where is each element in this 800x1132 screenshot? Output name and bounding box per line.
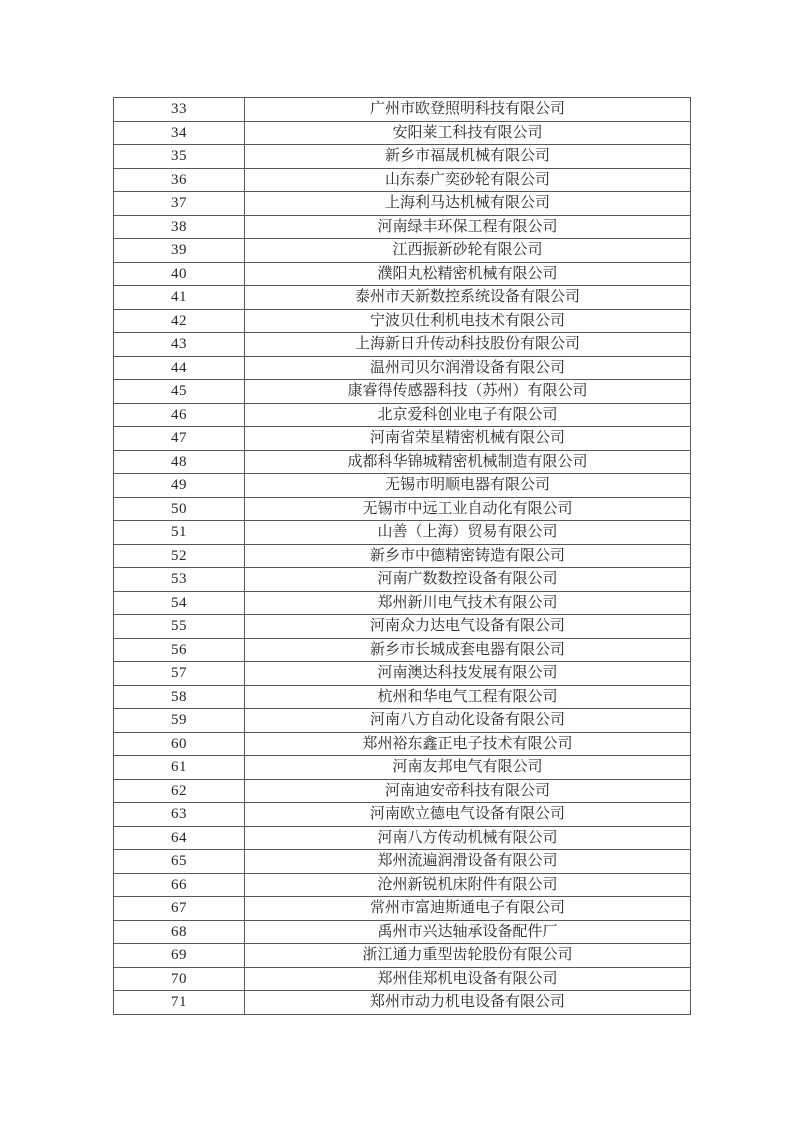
company-table-body	[114, 98, 691, 1015]
table-row	[114, 356, 691, 380]
table-row	[114, 121, 691, 145]
company-name-cell: 郑州流遍润滑设备有限公司	[245, 850, 691, 874]
table-row	[114, 920, 691, 944]
table-row	[114, 333, 691, 357]
company-name-cell: 安阳莱工科技有限公司	[245, 121, 691, 145]
row-index-cell: 45	[114, 380, 245, 404]
table-row	[114, 897, 691, 921]
company-name-cell: 上海新日升传动科技股份有限公司	[245, 333, 691, 357]
row-index-cell: 48	[114, 450, 245, 474]
row-index-cell: 55	[114, 615, 245, 639]
company-name-cell: 广州市欧登照明科技有限公司	[245, 98, 691, 122]
company-name-cell: 浙江通力重型齿轮股份有限公司	[245, 944, 691, 968]
company-name-cell: 河南众力达电气设备有限公司	[245, 615, 691, 639]
table-row	[114, 497, 691, 521]
row-index-cell: 56	[114, 638, 245, 662]
row-index-cell: 46	[114, 403, 245, 427]
company-name-cell: 温州司贝尔润滑设备有限公司	[245, 356, 691, 380]
company-name-cell: 成都科华锦城精密机械制造有限公司	[245, 450, 691, 474]
company-name-cell: 无锡市明顺电器有限公司	[245, 474, 691, 498]
company-name-cell: 常州市富迪斯通电子有限公司	[245, 897, 691, 921]
company-name-cell: 河南澳达科技发展有限公司	[245, 662, 691, 686]
row-index-cell: 38	[114, 215, 245, 239]
company-name-cell: 宁波贝仕利机电技术有限公司	[245, 309, 691, 333]
table-row	[114, 145, 691, 169]
table-row	[114, 521, 691, 545]
company-name-cell: 新乡市中德精密铸造有限公司	[245, 544, 691, 568]
company-name-cell: 上海利马达机械有限公司	[245, 192, 691, 216]
company-name-cell: 北京爱科创业电子有限公司	[245, 403, 691, 427]
table-row	[114, 450, 691, 474]
company-name-cell: 郑州市动力机电设备有限公司	[245, 991, 691, 1015]
row-index-cell: 49	[114, 474, 245, 498]
row-index-cell: 63	[114, 803, 245, 827]
row-index-cell: 54	[114, 591, 245, 615]
table-row	[114, 826, 691, 850]
row-index-cell: 41	[114, 286, 245, 310]
table-row	[114, 262, 691, 286]
table-row	[114, 544, 691, 568]
company-name-cell: 郑州裕东鑫正电子技术有限公司	[245, 732, 691, 756]
row-index-cell: 61	[114, 756, 245, 780]
table-row	[114, 615, 691, 639]
table-row	[114, 192, 691, 216]
company-name-cell: 江西振新砂轮有限公司	[245, 239, 691, 263]
company-name-cell: 濮阳丸松精密机械有限公司	[245, 262, 691, 286]
row-index-cell: 59	[114, 709, 245, 733]
table-row	[114, 732, 691, 756]
table-row	[114, 239, 691, 263]
company-name-cell: 郑州佳郑机电设备有限公司	[245, 967, 691, 991]
company-list-table	[113, 97, 691, 1015]
table-row	[114, 685, 691, 709]
company-name-cell: 河南欧立德电气设备有限公司	[245, 803, 691, 827]
table-row	[114, 591, 691, 615]
company-name-cell: 河南迪安帝科技有限公司	[245, 779, 691, 803]
table-row	[114, 850, 691, 874]
table-row	[114, 168, 691, 192]
company-name-cell: 新乡市福晟机械有限公司	[245, 145, 691, 169]
company-name-cell: 禹州市兴达轴承设备配件厂	[245, 920, 691, 944]
table-row	[114, 756, 691, 780]
table-row	[114, 873, 691, 897]
row-index-cell: 66	[114, 873, 245, 897]
row-index-cell: 52	[114, 544, 245, 568]
row-index-cell: 67	[114, 897, 245, 921]
company-name-cell: 新乡市长城成套电器有限公司	[245, 638, 691, 662]
table-row	[114, 944, 691, 968]
row-index-cell: 33	[114, 98, 245, 122]
row-index-cell: 70	[114, 967, 245, 991]
row-index-cell: 65	[114, 850, 245, 874]
row-index-cell: 64	[114, 826, 245, 850]
table-row	[114, 967, 691, 991]
table-row	[114, 403, 691, 427]
table-row	[114, 474, 691, 498]
company-name-cell: 康睿得传感器科技（苏州）有限公司	[245, 380, 691, 404]
company-name-cell: 杭州和华电气工程有限公司	[245, 685, 691, 709]
table-row	[114, 779, 691, 803]
company-name-cell: 河南八方自动化设备有限公司	[245, 709, 691, 733]
company-name-cell: 河南绿丰环保工程有限公司	[245, 215, 691, 239]
table-row	[114, 638, 691, 662]
table-row	[114, 380, 691, 404]
company-name-cell: 河南省荣星精密机械有限公司	[245, 427, 691, 451]
row-index-cell: 71	[114, 991, 245, 1015]
row-index-cell: 68	[114, 920, 245, 944]
row-index-cell: 40	[114, 262, 245, 286]
company-table-container	[113, 97, 691, 1015]
table-row	[114, 991, 691, 1015]
row-index-cell: 57	[114, 662, 245, 686]
row-index-cell: 35	[114, 145, 245, 169]
table-row	[114, 215, 691, 239]
row-index-cell: 69	[114, 944, 245, 968]
company-name-cell: 沧州新锐机床附件有限公司	[245, 873, 691, 897]
row-index-cell: 39	[114, 239, 245, 263]
table-row	[114, 286, 691, 310]
row-index-cell: 53	[114, 568, 245, 592]
table-row	[114, 568, 691, 592]
table-row	[114, 709, 691, 733]
row-index-cell: 44	[114, 356, 245, 380]
company-name-cell: 河南友邦电气有限公司	[245, 756, 691, 780]
row-index-cell: 47	[114, 427, 245, 451]
row-index-cell: 50	[114, 497, 245, 521]
company-name-cell: 河南八方传动机械有限公司	[245, 826, 691, 850]
company-name-cell: 山善（上海）贸易有限公司	[245, 521, 691, 545]
row-index-cell: 37	[114, 192, 245, 216]
row-index-cell: 43	[114, 333, 245, 357]
company-name-cell: 无锡市中远工业自动化有限公司	[245, 497, 691, 521]
company-name-cell: 泰州市天新数控系统设备有限公司	[245, 286, 691, 310]
table-row	[114, 427, 691, 451]
company-name-cell: 河南广数数控设备有限公司	[245, 568, 691, 592]
table-row	[114, 309, 691, 333]
table-row	[114, 803, 691, 827]
row-index-cell: 58	[114, 685, 245, 709]
row-index-cell: 51	[114, 521, 245, 545]
row-index-cell: 42	[114, 309, 245, 333]
table-row	[114, 98, 691, 122]
row-index-cell: 62	[114, 779, 245, 803]
row-index-cell: 60	[114, 732, 245, 756]
row-index-cell: 34	[114, 121, 245, 145]
row-index-cell: 36	[114, 168, 245, 192]
company-name-cell: 郑州新川电气技术有限公司	[245, 591, 691, 615]
table-row	[114, 662, 691, 686]
company-name-cell: 山东泰广奕砂轮有限公司	[245, 168, 691, 192]
